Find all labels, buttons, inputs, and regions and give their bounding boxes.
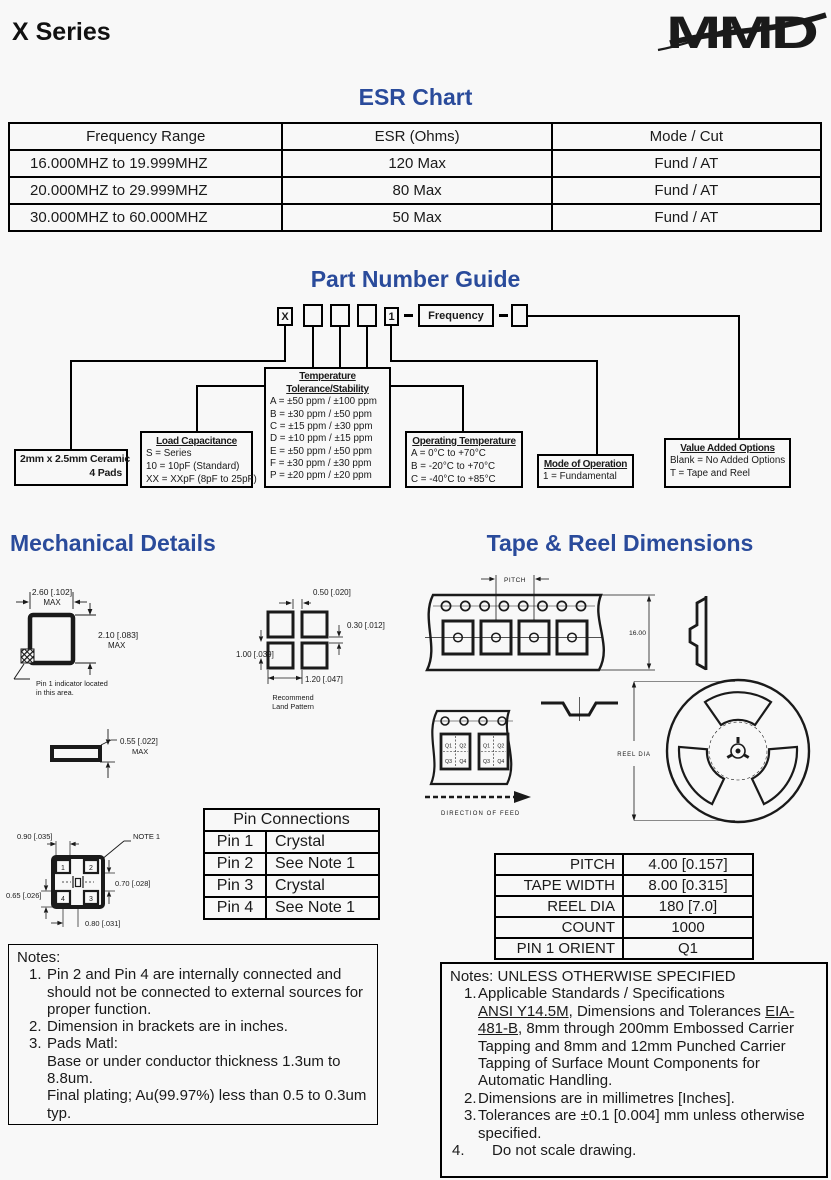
pad-number: 1	[61, 865, 65, 872]
quadrant-label: Q2	[459, 743, 467, 750]
standard-ansi: ANSI Y14.5M	[478, 1002, 569, 1020]
quadrant-label: Q1	[445, 743, 452, 750]
pin1-indicator-hatch	[21, 649, 34, 663]
pin-cell: Pin 2	[204, 853, 266, 875]
esr-table	[8, 122, 822, 232]
pad-number: 4	[61, 896, 65, 903]
temp-item: D = ±10 ppm / ±15 ppm	[270, 433, 373, 445]
note-text: Tolerances are ±0.1 [0.004] mm unless otherwise specified.	[478, 1107, 805, 1142]
note-number: 2.	[29, 1018, 42, 1036]
dim-label: 0.80 [.031]	[85, 919, 121, 928]
land-pattern-drawing	[235, 578, 415, 748]
temperature-title-line2: Tolerance/Stability	[286, 383, 369, 395]
quadrant-label: Q3	[483, 759, 490, 765]
note-text: Applicable Standards / Specifications ANSI Y14.5M, Dimensions and Tolerances EIA-481-B, 8mm through 200mm Embossed Carrier Tapping and 8mm and 12mm Punched Carrier Tapping of Surface Mount Components for Automatic Handling.	[478, 985, 818, 1089]
note-item	[17, 1018, 369, 1035]
tr-label: TAPE WIDTH	[495, 875, 623, 896]
note-text: Dimension in brackets are in inches.	[47, 1018, 288, 1036]
operating-temperature-title: Operating Temperature	[412, 436, 516, 447]
temp-item: A = ±50 ppm / ±100 ppm	[270, 396, 377, 408]
pn-connector	[339, 327, 341, 367]
table-row	[9, 177, 821, 204]
pin-cell: Crystal	[266, 875, 379, 897]
dim-label: 2.10 [.083]	[98, 630, 139, 640]
mode-of-operation-title: Mode of Operation	[543, 459, 628, 470]
tape-reel-table	[494, 853, 754, 960]
esr-header-row	[9, 123, 821, 150]
tr-label: PIN 1 ORIENT	[495, 938, 623, 959]
pn-digit-series: X	[277, 307, 293, 326]
mode-item: 1 = Fundamental	[543, 471, 617, 483]
pn-digit-mode: 1	[384, 307, 399, 326]
mechanical-notes-box	[8, 944, 378, 1125]
pn-connector	[284, 326, 286, 362]
op-temp-item: A = 0°C to +70°C	[411, 448, 486, 460]
table-row	[495, 875, 753, 896]
pn-connector	[528, 315, 740, 317]
dim-label: MAX	[108, 641, 126, 650]
part-number-guide-title: Part Number Guide	[310, 266, 521, 292]
esr-cell: 50 Max	[282, 204, 551, 231]
page-title: X Series	[12, 18, 111, 46]
load-cap-item: 10 = 10pF (Standard)	[146, 461, 240, 473]
pin-cell: See Note 1	[266, 853, 379, 875]
dim-label: 2.60 [.102]	[31, 587, 73, 597]
direction-of-feed-label: DIRECTION OF FEED	[441, 811, 521, 817]
quadrant-label: Q2	[497, 743, 505, 750]
pn-connector	[462, 387, 464, 431]
quadrant-label: Q3	[445, 759, 452, 765]
temperature-tolerance-box	[264, 367, 391, 488]
vao-item: T = Tape and Reel	[670, 468, 750, 480]
load-capacitance-box	[140, 431, 257, 488]
package-line2: 4 Pads	[89, 466, 122, 479]
dim-label: 1.20 [.047]	[305, 675, 343, 684]
dim-label: 0.70 [.028]	[115, 879, 151, 888]
table-row	[495, 854, 753, 875]
tape-reel-title: Tape & Reel Dimensions	[486, 530, 754, 556]
notes-title: Notes: UNLESS OTHERWISE SPECIFIED	[450, 968, 736, 985]
esr-cell: 16.000MHZ to 19.999MHZ	[9, 150, 282, 177]
table-row	[204, 831, 379, 853]
tape-reel-drawing	[403, 678, 831, 830]
esr-col-mode: Mode / Cut	[552, 123, 821, 150]
pn-digit-load-cap	[303, 304, 323, 327]
op-temp-item: B = -20°C to +70°C	[411, 461, 496, 473]
package-bottom-view-drawing	[5, 795, 205, 945]
quadrant-label: Q4	[459, 759, 467, 765]
dim-label: 0.50 [.020]	[313, 588, 351, 597]
pitch-label: PITCH	[504, 577, 526, 584]
tr-value: 8.00 [0.315]	[623, 875, 753, 896]
table-row	[495, 896, 753, 917]
esr-col-frequency: Frequency Range	[9, 123, 282, 150]
note-number: 3.	[464, 1107, 477, 1125]
pn-connector	[738, 317, 740, 439]
mechanical-details-title: Mechanical Details	[10, 530, 216, 556]
value-added-options-box	[664, 438, 791, 488]
table-row	[9, 204, 821, 231]
note-item	[17, 966, 369, 1018]
dim-label: MAX	[132, 747, 149, 756]
table-row	[9, 150, 821, 177]
quadrant-label: Q4	[497, 759, 505, 765]
table-row	[495, 938, 753, 959]
load-capacitance-title: Load Capacitance	[156, 436, 237, 447]
temp-item: P = ±20 ppm / ±20 ppm	[270, 470, 372, 482]
pin-connections-title: Pin Connections	[204, 809, 379, 831]
tr-value: 180 [7.0]	[623, 896, 753, 917]
note1-label: NOTE 1	[133, 832, 161, 841]
pin1-note: in this area.	[36, 688, 74, 697]
pn-connector	[390, 360, 598, 362]
esr-cell: 30.000MHZ to 60.000MHZ	[9, 204, 282, 231]
tape-strip-drawing	[403, 562, 831, 697]
note-line: Applicable Standards / Specifications	[478, 985, 725, 1003]
note-item	[450, 1142, 818, 1159]
dim-label: 0.90 [.035]	[17, 832, 53, 841]
esr-cell: 20.000MHZ to 29.999MHZ	[9, 177, 282, 204]
pad-number: 3	[89, 896, 93, 903]
note-line: Pads Matl:	[47, 1035, 118, 1053]
load-cap-item: XX = XXpF (8pF to 25pF)	[146, 474, 257, 486]
crystal-symbol	[76, 879, 81, 887]
table-row	[204, 875, 379, 897]
esr-cell: Fund / AT	[552, 204, 821, 231]
mmd-logo-text: MMD	[666, 7, 817, 58]
notes-title: Notes:	[17, 949, 61, 966]
pin-cell: See Note 1	[266, 897, 379, 919]
esr-col-esr: ESR (Ohms)	[282, 123, 551, 150]
table-row	[204, 897, 379, 919]
table-row	[495, 917, 753, 938]
package-line1: 2mm x 2.5mm Ceramic	[20, 453, 131, 465]
land-pattern-caption: Recommend	[272, 693, 314, 702]
pn-dash	[499, 314, 508, 317]
dim-label: 0.55 [.022]	[120, 737, 158, 746]
tr-label: COUNT	[495, 917, 623, 938]
package-side-view-drawing	[15, 720, 225, 790]
esr-cell: 80 Max	[282, 177, 551, 204]
table-row	[204, 809, 379, 831]
note-line: Final plating; Au(99.97%) less than 0.5 to 0.3um typ.	[47, 1087, 367, 1122]
feed-arrow	[514, 791, 531, 803]
note-line: Base or under conductor thickness 1.3um to 8.8um.	[47, 1052, 341, 1088]
reel-dia-label: REEL DIA	[617, 752, 651, 758]
operating-temperature-box	[405, 431, 523, 488]
pn-digit-op-temp	[357, 304, 377, 327]
tr-value: 1000	[623, 917, 753, 938]
note-number: 3.	[29, 1035, 42, 1053]
tape-reel-notes-box	[440, 962, 828, 1178]
temp-item: E = ±50 ppm / ±50 ppm	[270, 445, 372, 457]
note-text: Dimensions are in millimetres [Inches].	[478, 1089, 735, 1107]
mode-of-operation-box	[537, 454, 634, 488]
pn-dash	[404, 314, 413, 317]
dim-label: 0.30 [.012]	[347, 621, 385, 630]
pn-connector	[196, 387, 198, 431]
pn-digit-tolerance	[330, 304, 350, 327]
temperature-title-line1: Temperature	[299, 371, 356, 382]
pin-cell: Crystal	[266, 831, 379, 853]
pn-connector	[390, 326, 392, 362]
pin-cell: Pin 1	[204, 831, 266, 853]
note-text: Pin 2 and Pin 4 are internally connected and should not be connected to external sources for proper function.	[47, 966, 364, 1018]
temp-item: B = ±30 ppm / ±50 ppm	[270, 408, 372, 420]
note-text: Do not scale drawing.	[492, 1142, 637, 1160]
note-item	[450, 1107, 818, 1142]
note-item	[450, 1090, 818, 1107]
pin-cell: Pin 3	[204, 875, 266, 897]
esr-cell: Fund / AT	[552, 177, 821, 204]
note-number: 2.	[464, 1089, 477, 1107]
pad-number: 2	[89, 865, 93, 872]
note-item	[450, 985, 818, 1089]
table-row	[204, 853, 379, 875]
note-item	[17, 1035, 369, 1121]
tape-height-dim: 16.00	[628, 630, 646, 637]
pn-connector	[596, 362, 598, 455]
standard-eia: EIA-481-B	[478, 1002, 795, 1038]
tr-label: PITCH	[495, 854, 623, 875]
land-pattern-caption: Land Pattern	[272, 702, 314, 711]
note-text	[47, 1035, 369, 1121]
package-legend-box	[14, 449, 131, 486]
esr-chart-title: ESR Chart	[358, 84, 473, 110]
note-number: 1.	[464, 985, 477, 1003]
dim-label: 0.65 [.026]	[6, 891, 42, 900]
pn-connector	[70, 362, 72, 449]
tr-value: 4.00 [0.157]	[623, 854, 753, 875]
value-added-options-title: Value Added Options	[680, 443, 775, 454]
pn-digit-options	[511, 304, 528, 327]
package-top-view-drawing	[10, 578, 240, 728]
pn-frequency-box: Frequency	[418, 304, 494, 327]
tr-label: REEL DIA	[495, 896, 623, 917]
note-number: 4.	[452, 1142, 465, 1160]
load-cap-item: S = Series	[146, 448, 192, 460]
esr-cell: Fund / AT	[552, 150, 821, 177]
temp-item: C = ±15 ppm / ±30 ppm	[270, 420, 373, 432]
note-number: 1.	[29, 966, 42, 984]
mmd-logo	[656, 6, 826, 56]
quadrant-label: Q1	[483, 743, 490, 750]
pn-connector	[70, 360, 286, 362]
dim-label: 1.00 [.039]	[236, 650, 274, 659]
temp-item: F = ±30 ppm / ±30 ppm	[270, 457, 372, 469]
pin1-note: Pin 1 indicator located	[36, 679, 108, 688]
tr-value: Q1	[623, 938, 753, 959]
op-temp-item: C = -40°C to +85°C	[411, 474, 496, 486]
pin-connections-table	[203, 808, 380, 920]
vao-item: Blank = No Added Options	[670, 455, 786, 467]
dim-label: MAX	[43, 598, 61, 607]
pin-cell: Pin 4	[204, 897, 266, 919]
esr-cell: 120 Max	[282, 150, 551, 177]
